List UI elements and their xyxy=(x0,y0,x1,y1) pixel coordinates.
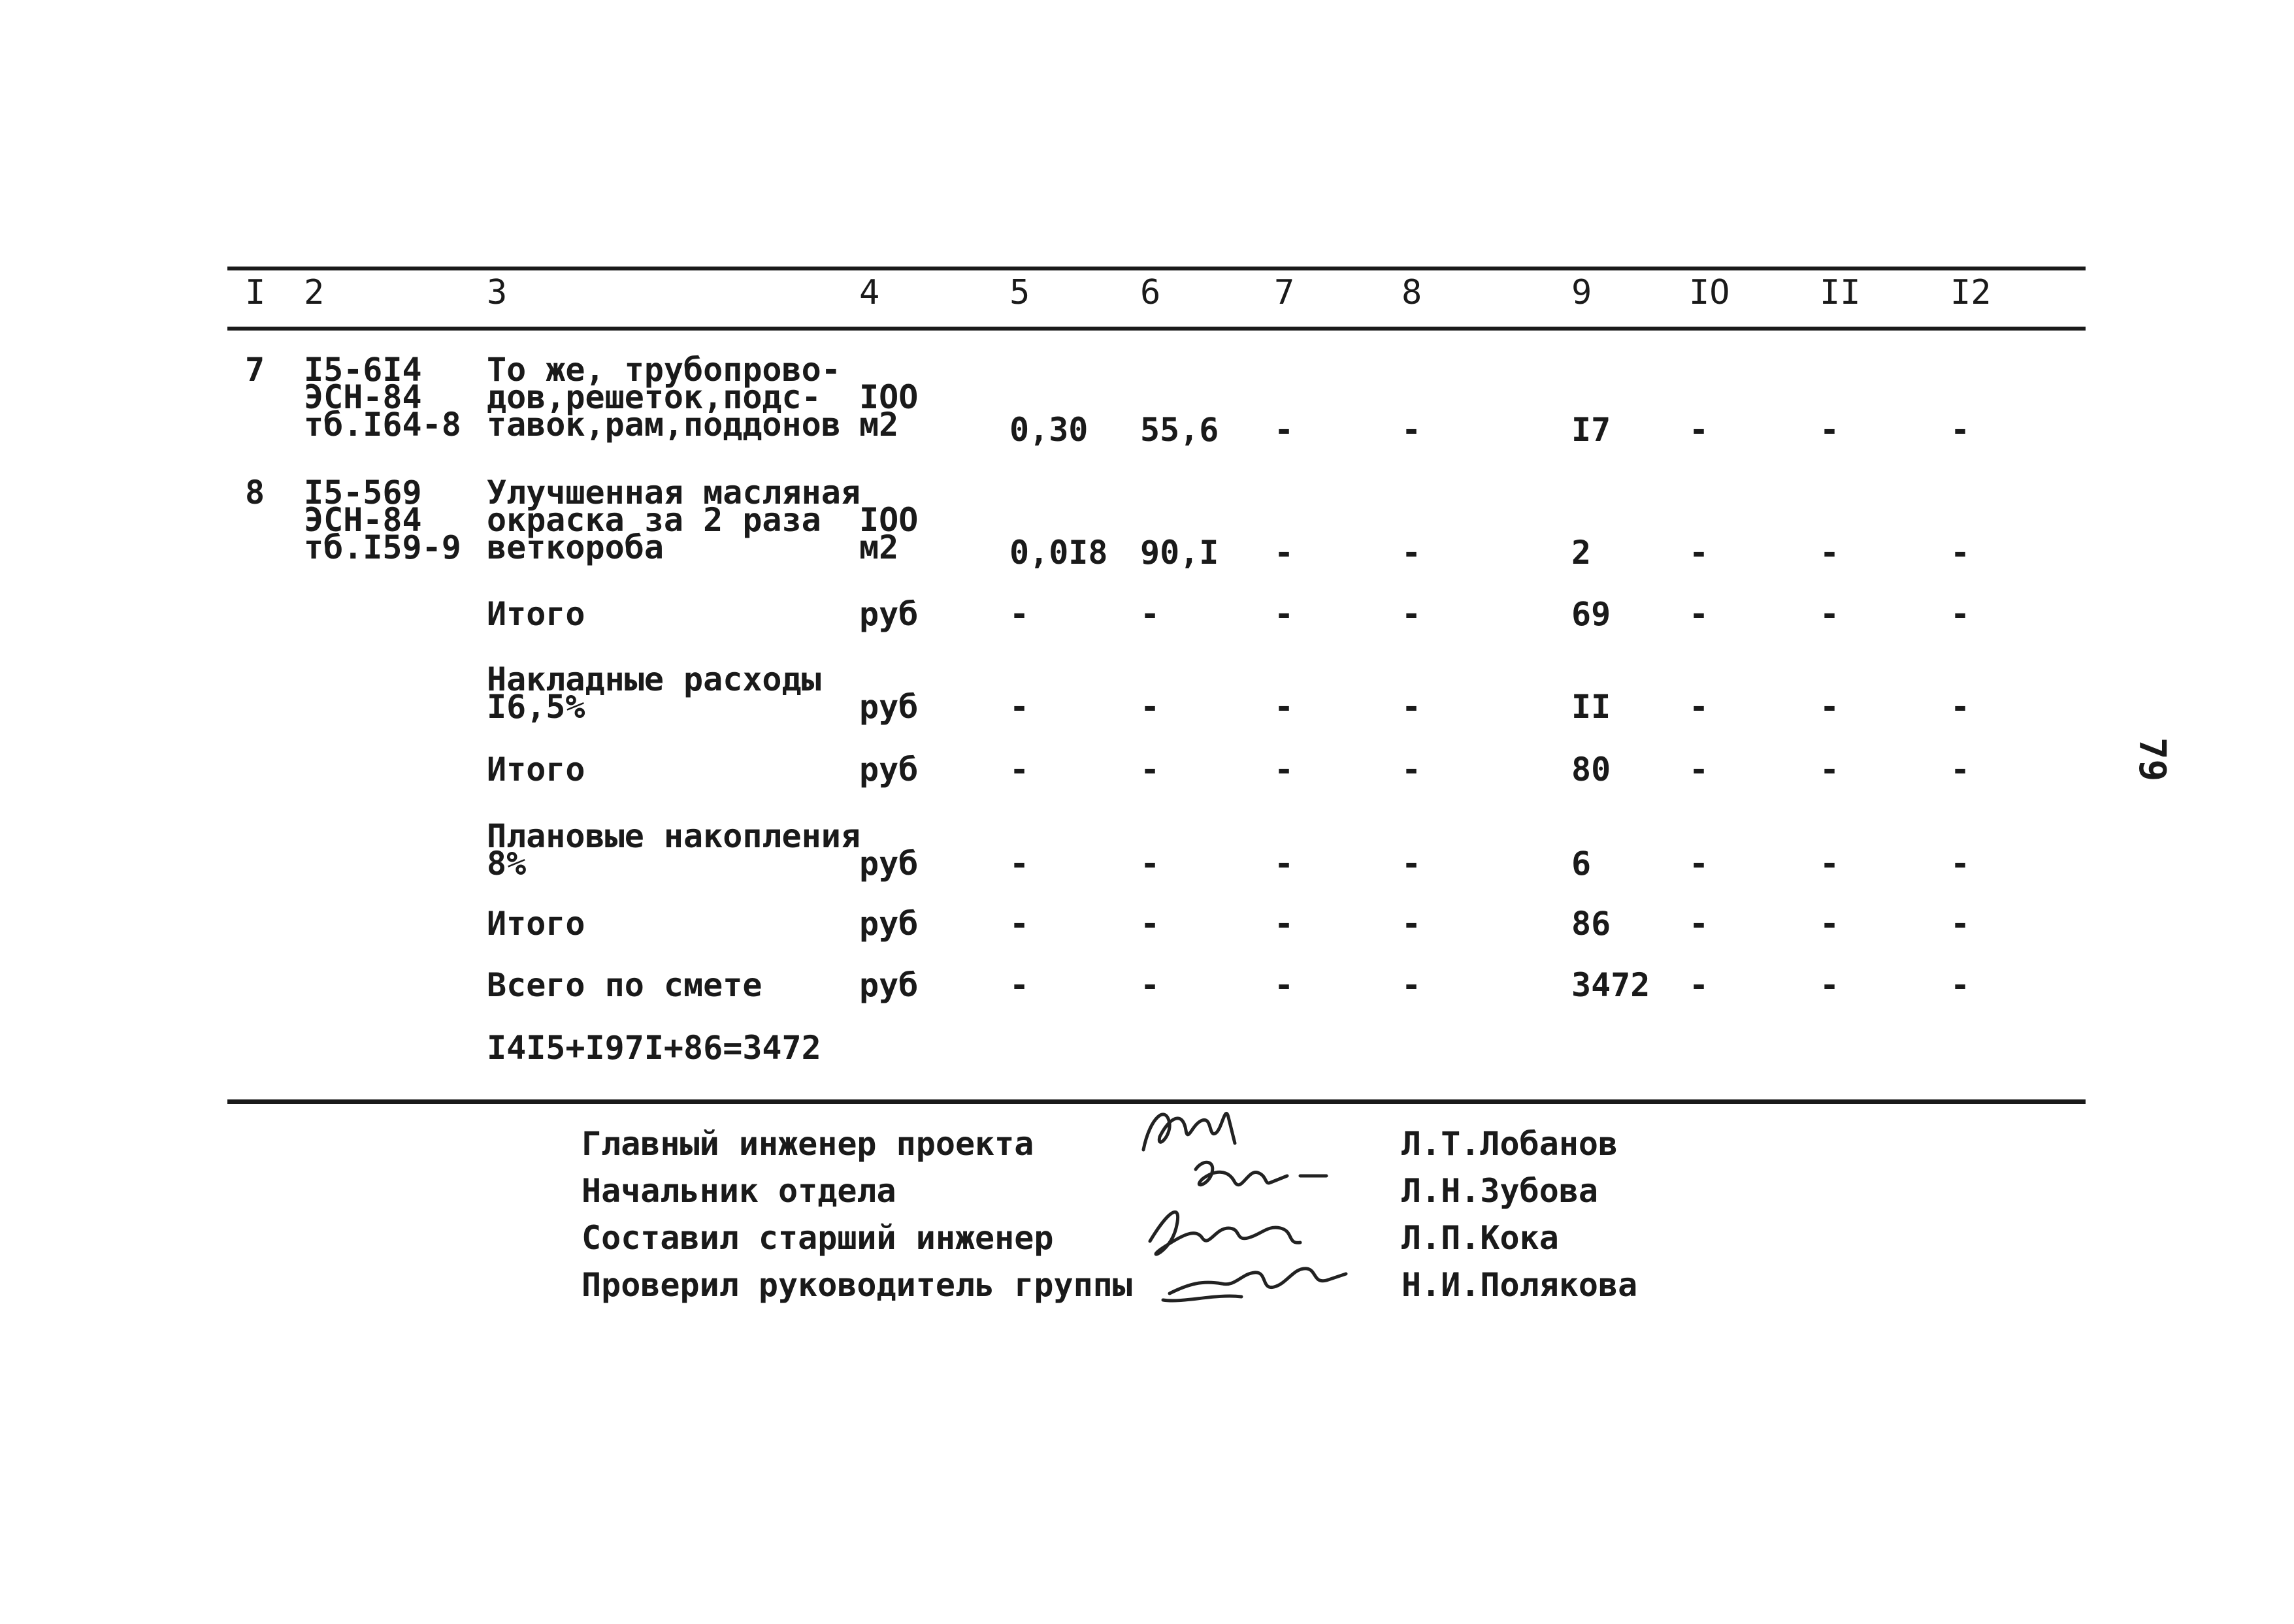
row-col-9: 80 xyxy=(1571,751,1611,788)
signature-role: Главный инженер проекта xyxy=(582,1125,1034,1163)
page-number: 79 xyxy=(2131,737,2174,782)
row-col-5: - xyxy=(1009,905,1030,943)
row-col-10: - xyxy=(1689,845,1709,883)
row-col-11: - xyxy=(1820,845,1840,883)
row-col-11: - xyxy=(1820,966,1840,1004)
row-col-9: 3472 xyxy=(1571,966,1650,1004)
row-col-10: - xyxy=(1689,411,1709,449)
row-description: тавок,рам,поддонов xyxy=(487,406,841,444)
row-col-12: - xyxy=(1950,966,1971,1004)
row-col-5: 0,30 xyxy=(1009,411,1089,449)
row-unit: IOO xyxy=(859,378,919,416)
row-col-9: I7 xyxy=(1571,411,1611,449)
row-unit: руб xyxy=(859,966,919,1004)
row-col-9: 86 xyxy=(1571,905,1611,943)
row-col-11: - xyxy=(1820,905,1840,943)
row-col-5: - xyxy=(1009,595,1030,633)
row-col-11: - xyxy=(1820,595,1840,633)
row-description: Итого xyxy=(487,595,585,633)
header-col-3: 3 xyxy=(487,273,508,312)
row-description: дов,решеток,подс- xyxy=(487,378,821,416)
row-unit: руб xyxy=(859,845,919,883)
row-col-11: - xyxy=(1820,411,1840,449)
row-col-9: II xyxy=(1571,688,1611,726)
row-col-12: - xyxy=(1950,411,1971,449)
row-number: 8 xyxy=(245,474,265,512)
row-col-6: - xyxy=(1140,595,1160,633)
signature-role: Составил старший инженер xyxy=(582,1219,1054,1257)
row-unit: руб xyxy=(859,905,919,943)
header-col-4: 4 xyxy=(859,273,880,312)
row-col-7: - xyxy=(1274,688,1294,726)
row-col-8: - xyxy=(1401,966,1422,1004)
row-col-12: - xyxy=(1950,905,1971,943)
header-col-2: 2 xyxy=(304,273,325,312)
row-col-7: - xyxy=(1274,966,1294,1004)
row-number: 7 xyxy=(245,351,265,389)
row-col-7: - xyxy=(1274,905,1294,943)
header-col-7: 7 xyxy=(1274,273,1295,312)
row-col-7: - xyxy=(1274,534,1294,572)
row-col-8: - xyxy=(1401,534,1422,572)
row-col-12: - xyxy=(1950,595,1971,633)
row-code: тб.I59-9 xyxy=(304,528,461,566)
row-description: I6,5% xyxy=(487,688,585,726)
row-col-11: - xyxy=(1820,751,1840,788)
row-col-9: 69 xyxy=(1571,595,1611,633)
header-col-11: II xyxy=(1820,273,1861,312)
row-col-7: - xyxy=(1274,595,1294,633)
row-col-8: - xyxy=(1401,688,1422,726)
row-description: веткороба xyxy=(487,528,664,566)
row-unit: руб xyxy=(859,595,919,633)
table-top-rule xyxy=(227,267,2086,270)
header-col-1: I xyxy=(245,273,266,312)
row-col-12: - xyxy=(1950,688,1971,726)
row-col-12: - xyxy=(1950,751,1971,788)
row-description: окраска за 2 раза xyxy=(487,501,821,539)
row-col-6: 55,6 xyxy=(1140,411,1219,449)
header-col-5: 5 xyxy=(1009,273,1030,312)
row-description: Всего по смете xyxy=(487,966,762,1004)
row-unit: м2 xyxy=(859,528,899,566)
row-code: тб.I64-8 xyxy=(304,406,461,444)
row-col-5: 0,0I8 xyxy=(1009,534,1108,572)
row-col-11: - xyxy=(1820,534,1840,572)
row-col-7: - xyxy=(1274,751,1294,788)
row-code: I5-6I4 xyxy=(304,351,422,389)
signature-name: Н.И.Полякова xyxy=(1401,1266,1638,1304)
signature-name: Л.П.Кока xyxy=(1401,1219,1559,1257)
row-col-6: - xyxy=(1140,966,1160,1004)
row-col-5: - xyxy=(1009,688,1030,726)
row-col-6: - xyxy=(1140,845,1160,883)
signature-name: Л.Н.Зубова xyxy=(1401,1172,1599,1210)
header-col-6: 6 xyxy=(1140,273,1161,312)
total-formula: I4I5+I97I+86=3472 xyxy=(487,1029,821,1067)
row-col-11: - xyxy=(1820,688,1840,726)
signature-name: Л.Т.Лобанов xyxy=(1401,1125,1618,1163)
signature-role: Проверил руководитель группы xyxy=(582,1266,1132,1304)
row-col-5: - xyxy=(1009,751,1030,788)
row-col-10: - xyxy=(1689,751,1709,788)
row-col-8: - xyxy=(1401,595,1422,633)
row-col-5: - xyxy=(1009,845,1030,883)
row-col-10: - xyxy=(1689,905,1709,943)
handwritten-signatures xyxy=(1130,1097,1392,1320)
header-col-10: IO xyxy=(1689,273,1730,312)
header-col-9: 9 xyxy=(1571,273,1592,312)
row-description: Итого xyxy=(487,905,585,943)
row-col-10: - xyxy=(1689,534,1709,572)
row-col-6: - xyxy=(1140,751,1160,788)
row-col-10: - xyxy=(1689,966,1709,1004)
row-unit: IOO xyxy=(859,501,919,539)
row-col-8: - xyxy=(1401,905,1422,943)
row-description: Итого xyxy=(487,751,585,788)
table-header-rule xyxy=(227,327,2086,331)
row-description: Накладные расходы xyxy=(487,660,821,698)
row-col-10: - xyxy=(1689,595,1709,633)
row-col-8: - xyxy=(1401,845,1422,883)
row-col-12: - xyxy=(1950,845,1971,883)
row-col-9: 2 xyxy=(1571,534,1592,572)
row-col-6: - xyxy=(1140,905,1160,943)
row-col-9: 6 xyxy=(1571,845,1592,883)
header-col-12: I2 xyxy=(1950,273,1991,312)
row-col-8: - xyxy=(1401,751,1422,788)
row-unit: руб xyxy=(859,688,919,726)
row-code: I5-569 xyxy=(304,474,422,512)
signature-role: Начальник отдела xyxy=(582,1172,896,1210)
row-unit: м2 xyxy=(859,406,899,444)
row-description: То же, трубопрово- xyxy=(487,351,841,389)
header-col-8: 8 xyxy=(1401,273,1422,312)
row-description: Плановые накопления xyxy=(487,817,860,855)
row-description: 8% xyxy=(487,845,527,883)
row-col-12: - xyxy=(1950,534,1971,572)
row-col-8: - xyxy=(1401,411,1422,449)
row-col-6: 90,I xyxy=(1140,534,1219,572)
row-description: Улучшенная масляная xyxy=(487,474,860,512)
row-code: ЭСН-84 xyxy=(304,501,422,539)
row-col-10: - xyxy=(1689,688,1709,726)
row-col-5: - xyxy=(1009,966,1030,1004)
row-code: ЭСН-84 xyxy=(304,378,422,416)
row-col-7: - xyxy=(1274,845,1294,883)
row-col-6: - xyxy=(1140,688,1160,726)
row-col-7: - xyxy=(1274,411,1294,449)
row-unit: руб xyxy=(859,751,919,788)
